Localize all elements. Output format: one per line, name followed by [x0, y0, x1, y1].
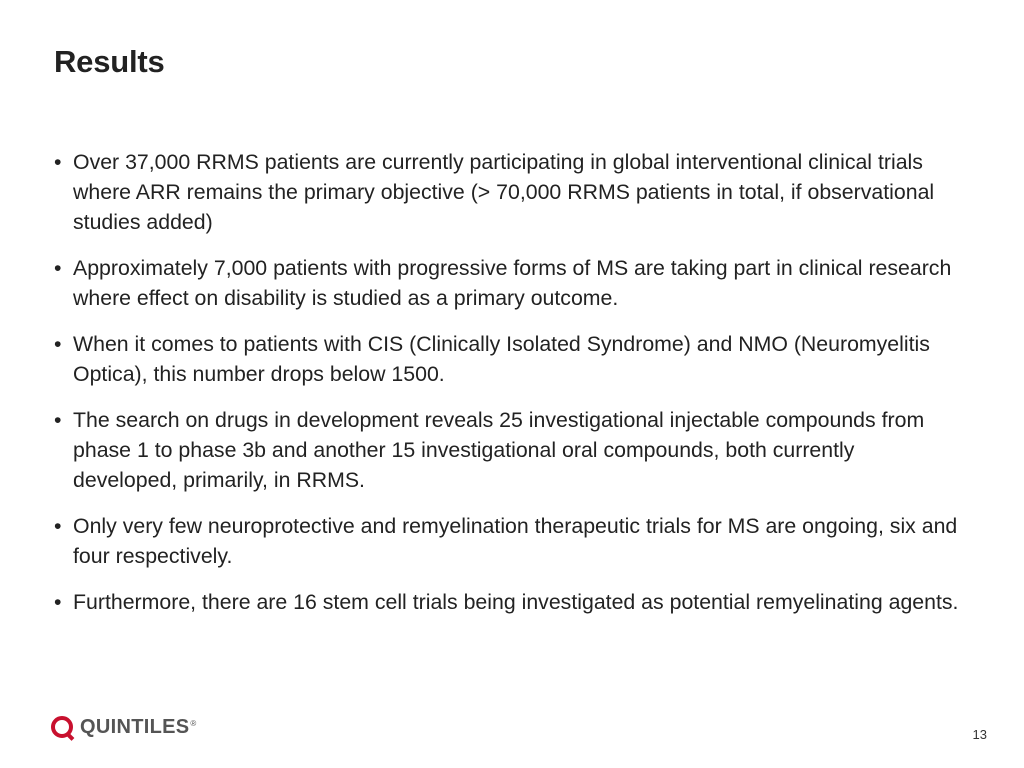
bullet-item: • The search on drugs in development reveals 25 investigational injectable compounds from phase 1 to phase 3b and another 15 investigational oral compounds, both currently developed, primarily, in RRMS. — [54, 405, 964, 495]
quintiles-logo — [51, 710, 196, 744]
bullet-item: • When it comes to patients with CIS (Clinically Isolated Syndrome) and NMO (Neuromyelitis Optica), this number drops below 1500. — [54, 329, 964, 389]
slide-title: Results — [54, 44, 165, 79]
bullet-item: • Over 37,000 RRMS patients are currently participating in global interventional clinical trials where ARR remains the primary objective (> 70,000 RRMS patients in total, if observational studies added) — [54, 147, 964, 237]
bullet-item: • Approximately 7,000 patients with progressive forms of MS are taking part in clinical research where effect on disability is studied as a primary outcome. — [54, 253, 964, 313]
quintiles-q-icon — [51, 716, 73, 738]
registered-mark: ® — [190, 718, 197, 728]
page-number: 13 — [972, 727, 987, 742]
bullet-item: • Furthermore, there are 16 stem cell trials being investigated as potential remyelinating agents. — [54, 587, 964, 617]
logo-text: QUINTILES — [80, 715, 190, 738]
bullet-item: • Only very few neuroprotective and remyelination therapeutic trials for MS are ongoing, six and four respectively. — [54, 511, 964, 571]
results-bullet-list — [54, 147, 964, 633]
